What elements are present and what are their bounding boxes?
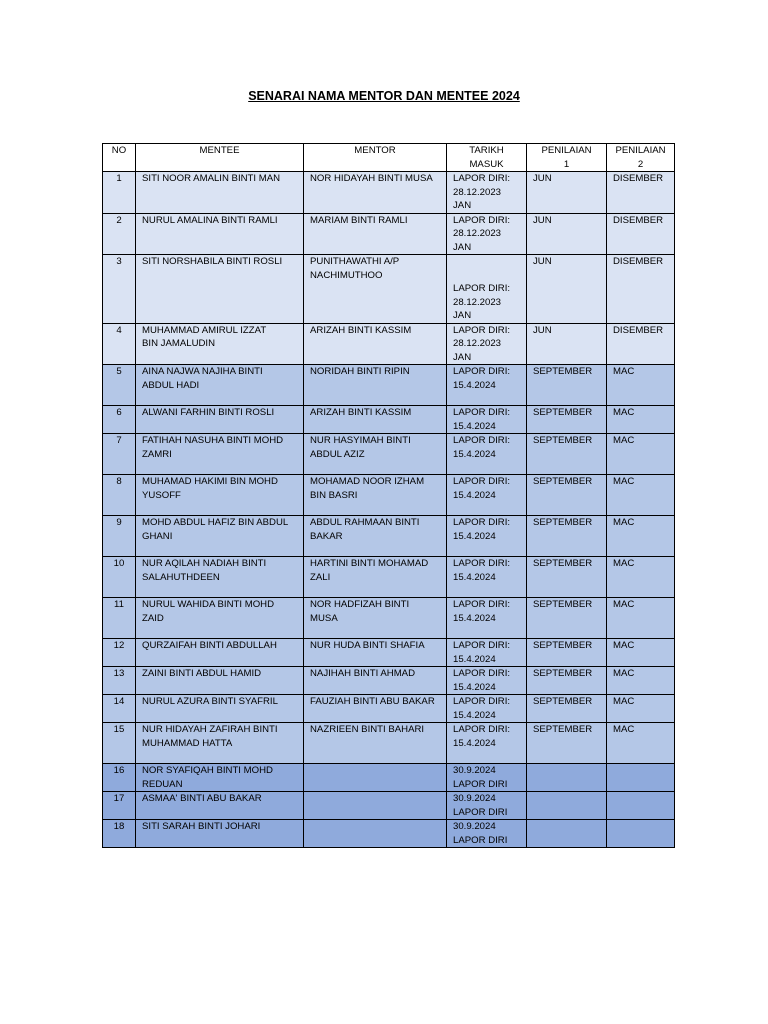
cell-penilaian-2: MAC: [607, 516, 675, 557]
header-penilaian-2: PENILAIAN 2: [607, 144, 675, 172]
table-row: [103, 323, 675, 365]
cell-mentor: NUR HASYIMAH BINTI ABDUL AZIZ: [304, 434, 447, 475]
cell-penilaian-1: SEPTEMBER: [527, 557, 607, 598]
table-row: [103, 598, 675, 639]
cell-penilaian-1: [527, 764, 607, 792]
header-mentor: MENTOR: [304, 144, 447, 172]
cell-mentee: SITI NORSHABILA BINTI ROSLI: [136, 255, 304, 324]
cell-penilaian-2: MAC: [607, 475, 675, 516]
table-header-row: [103, 144, 675, 172]
cell-mentor: [304, 764, 447, 792]
table-row: [103, 434, 675, 475]
cell-no: 1: [103, 172, 136, 214]
cell-tarikh-masuk: LAPOR DIRI: 15.4.2024: [447, 598, 527, 639]
cell-mentor: ABDUL RAHMAAN BINTI BAKAR: [304, 516, 447, 557]
table-row: [103, 406, 675, 434]
cell-tarikh-masuk: LAPOR DIRI: 15.4.2024: [447, 365, 527, 406]
cell-no: 4: [103, 323, 136, 365]
cell-no: 17: [103, 792, 136, 820]
cell-no: 3: [103, 255, 136, 324]
cell-tarikh-masuk: LAPOR DIRI: 15.4.2024: [447, 406, 527, 434]
cell-tarikh-masuk: LAPOR DIRI: 28.12.2023 JAN: [447, 323, 527, 365]
cell-mentee: AINA NAJWA NAJIHA BINTI ABDUL HADI: [136, 365, 304, 406]
cell-mentee: QURZAIFAH BINTI ABDULLAH: [136, 639, 304, 667]
cell-tarikh-masuk: LAPOR DIRI: 15.4.2024: [447, 475, 527, 516]
cell-penilaian-2: DISEMBER: [607, 213, 675, 255]
cell-penilaian-2: DISEMBER: [607, 255, 675, 324]
cell-tarikh-masuk: 30.9.2024 LAPOR DIRI: [447, 764, 527, 792]
cell-penilaian-1: SEPTEMBER: [527, 723, 607, 764]
cell-penilaian-2: MAC: [607, 723, 675, 764]
cell-penilaian-2: DISEMBER: [607, 172, 675, 214]
cell-no: 6: [103, 406, 136, 434]
cell-penilaian-2: MAC: [607, 557, 675, 598]
cell-mentee: FATIHAH NASUHA BINTI MOHD ZAMRI: [136, 434, 304, 475]
cell-mentee: MUHAMMAD AMIRUL IZZAT BIN JAMALUDIN: [136, 323, 304, 365]
cell-no: 18: [103, 820, 136, 848]
cell-no: 14: [103, 695, 136, 723]
cell-no: 2: [103, 213, 136, 255]
table-row: [103, 820, 675, 848]
header-tarikh-masuk: TARIKH MASUK: [447, 144, 527, 172]
table-row: [103, 255, 675, 324]
cell-tarikh-masuk: LAPOR DIRI: 15.4.2024: [447, 723, 527, 764]
cell-mentee: ZAINI BINTI ABDUL HAMID: [136, 667, 304, 695]
table-row: [103, 764, 675, 792]
cell-tarikh-masuk: LAPOR DIRI: 15.4.2024: [447, 667, 527, 695]
cell-mentee: NUR AQILAH NADIAH BINTI SALAHUTHDEEN: [136, 557, 304, 598]
cell-penilaian-2: MAC: [607, 667, 675, 695]
cell-penilaian-1: SEPTEMBER: [527, 475, 607, 516]
cell-no: 9: [103, 516, 136, 557]
cell-penilaian-2: MAC: [607, 598, 675, 639]
cell-mentor: HARTINI BINTI MOHAMAD ZALI: [304, 557, 447, 598]
cell-mentee: NURUL AMALINA BINTI RAMLI: [136, 213, 304, 255]
table-row: [103, 695, 675, 723]
table-row: [103, 365, 675, 406]
table-row: [103, 516, 675, 557]
cell-tarikh-masuk: LAPOR DIRI: 15.4.2024: [447, 516, 527, 557]
cell-no: 15: [103, 723, 136, 764]
cell-penilaian-1: SEPTEMBER: [527, 598, 607, 639]
cell-penilaian-2: MAC: [607, 639, 675, 667]
cell-penilaian-1: SEPTEMBER: [527, 516, 607, 557]
cell-mentor: NUR HUDA BINTI SHAFIA: [304, 639, 447, 667]
cell-mentee: MUHAMAD HAKIMI BIN MOHD YUSOFF: [136, 475, 304, 516]
table-row: [103, 639, 675, 667]
table-row: [103, 557, 675, 598]
cell-tarikh-masuk: LAPOR DIRI: 28.12.2023 JAN: [447, 255, 527, 324]
cell-no: 8: [103, 475, 136, 516]
table-row: [103, 667, 675, 695]
cell-no: 7: [103, 434, 136, 475]
cell-tarikh-masuk: LAPOR DIRI: 15.4.2024: [447, 434, 527, 475]
cell-mentor: FAUZIAH BINTI ABU BAKAR: [304, 695, 447, 723]
cell-penilaian-1: SEPTEMBER: [527, 695, 607, 723]
table-row: [103, 213, 675, 255]
cell-penilaian-1: SEPTEMBER: [527, 434, 607, 475]
table-row: [103, 792, 675, 820]
cell-mentor: NAZRIEEN BINTI BAHARI: [304, 723, 447, 764]
cell-tarikh-masuk: LAPOR DIRI: 28.12.2023 JAN: [447, 213, 527, 255]
header-no: NO: [103, 144, 136, 172]
cell-tarikh-masuk: LAPOR DIRI: 15.4.2024: [447, 639, 527, 667]
cell-mentee: SITI NOOR AMALIN BINTI MAN: [136, 172, 304, 214]
cell-mentor: [304, 820, 447, 848]
cell-mentee: NOR SYAFIQAH BINTI MOHD REDUAN: [136, 764, 304, 792]
page-title: SENARAI NAMA MENTOR DAN MENTEE 2024: [248, 89, 520, 103]
cell-penilaian-1: SEPTEMBER: [527, 406, 607, 434]
cell-mentor: NAJIHAH BINTI AHMAD: [304, 667, 447, 695]
cell-penilaian-1: JUN: [527, 323, 607, 365]
cell-tarikh-masuk: 30.9.2024 LAPOR DIRI: [447, 820, 527, 848]
cell-penilaian-1: JUN: [527, 255, 607, 324]
table-row: [103, 475, 675, 516]
cell-mentor: PUNITHAWATHI A/P NACHIMUTHOO: [304, 255, 447, 324]
cell-mentor: ARIZAH BINTI KASSIM: [304, 323, 447, 365]
table-row: [103, 172, 675, 214]
header-penilaian-1: PENILAIAN 1: [527, 144, 607, 172]
mentor-mentee-table: [102, 143, 675, 848]
cell-no: 11: [103, 598, 136, 639]
cell-penilaian-1: SEPTEMBER: [527, 365, 607, 406]
cell-penilaian-1: [527, 792, 607, 820]
cell-no: 12: [103, 639, 136, 667]
cell-mentor: MOHAMAD NOOR IZHAM BIN BASRI: [304, 475, 447, 516]
cell-mentor: ARIZAH BINTI KASSIM: [304, 406, 447, 434]
cell-penilaian-1: [527, 820, 607, 848]
cell-penilaian-2: MAC: [607, 406, 675, 434]
header-mentee: MENTEE: [136, 144, 304, 172]
cell-mentor: [304, 792, 447, 820]
cell-no: 5: [103, 365, 136, 406]
cell-tarikh-masuk: LAPOR DIRI: 28.12.2023 JAN: [447, 172, 527, 214]
cell-tarikh-masuk: 30.9.2024 LAPOR DIRI: [447, 792, 527, 820]
cell-penilaian-2: [607, 764, 675, 792]
cell-no: 16: [103, 764, 136, 792]
cell-penilaian-1: SEPTEMBER: [527, 667, 607, 695]
cell-no: 10: [103, 557, 136, 598]
cell-penilaian-2: MAC: [607, 695, 675, 723]
cell-penilaian-2: DISEMBER: [607, 323, 675, 365]
cell-penilaian-2: [607, 792, 675, 820]
cell-tarikh-masuk: LAPOR DIRI: 15.4.2024: [447, 557, 527, 598]
cell-mentee: SITI SARAH BINTI JOHARI: [136, 820, 304, 848]
cell-penilaian-1: SEPTEMBER: [527, 639, 607, 667]
cell-mentor: NOR HIDAYAH BINTI MUSA: [304, 172, 447, 214]
cell-mentee: NURUL WAHIDA BINTI MOHD ZAID: [136, 598, 304, 639]
cell-mentor: NOR HADFIZAH BINTI MUSA: [304, 598, 447, 639]
cell-no: 13: [103, 667, 136, 695]
table-row: [103, 723, 675, 764]
cell-mentee: NURUL AZURA BINTI SYAFRIL: [136, 695, 304, 723]
cell-mentor: MARIAM BINTI RAMLI: [304, 213, 447, 255]
cell-penilaian-1: JUN: [527, 172, 607, 214]
cell-mentee: NUR HIDAYAH ZAFIRAH BINTI MUHAMMAD HATTA: [136, 723, 304, 764]
cell-penilaian-2: [607, 820, 675, 848]
cell-mentor: NORIDAH BINTI RIPIN: [304, 365, 447, 406]
cell-tarikh-masuk: LAPOR DIRI: 15.4.2024: [447, 695, 527, 723]
cell-penilaian-1: JUN: [527, 213, 607, 255]
cell-mentee: ASMAA' BINTI ABU BAKAR: [136, 792, 304, 820]
cell-mentee: ALWANI FARHIN BINTI ROSLI: [136, 406, 304, 434]
cell-penilaian-2: MAC: [607, 434, 675, 475]
cell-mentee: MOHD ABDUL HAFIZ BIN ABDUL GHANI: [136, 516, 304, 557]
cell-penilaian-2: MAC: [607, 365, 675, 406]
